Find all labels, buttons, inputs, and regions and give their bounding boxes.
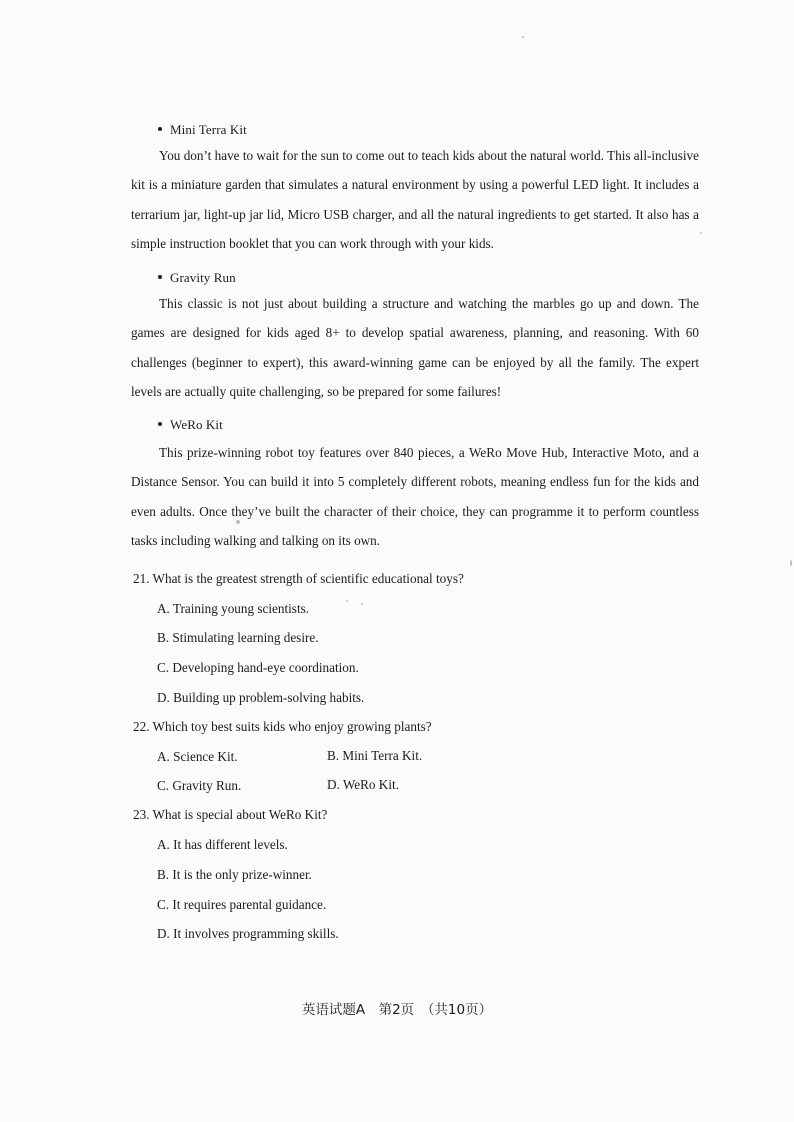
- section-heading-wero-kit: WeRo Kit: [158, 417, 223, 433]
- section-body-gravity-run: This classic is not just about building a structure and watching the marbles go up and down. The games are designed for kids aged 8+ to develop spatial awareness, planning, and reasoning. With 60 challenges (beginner to expert), this award-winning game can be enjoyed by all the family. The expert levels are actually quite challenging, so be prepared for some failures!: [131, 296, 699, 400]
- scan-speck: [236, 520, 240, 524]
- question-22-option-c: C. Gravity Run.: [157, 778, 242, 793]
- bullet-icon: [158, 127, 162, 131]
- question-23-option-d: D. It involves programming skills.: [157, 926, 339, 941]
- scan-speck: [361, 603, 363, 605]
- section-body-mini-terra-kit: You don’t have to wait for the sun to come out to teach kids about the natural world. This all-inclusive kit is a miniature garden that simulates a natural environment by using a powerful LED light. It includes a terrarium jar, light-up jar lid, Micro USB charger, and all the natural ingredients to get started. It also has a simple instruction booklet that you can work through with your kids.: [131, 148, 699, 252]
- scan-speck: [346, 600, 348, 602]
- bullet-icon: [158, 422, 162, 426]
- question-23-stem: 23. What is special about WeRo Kit?: [133, 807, 328, 822]
- question-23-option-a: A. It has different levels.: [157, 837, 288, 852]
- section-body-wero-kit: This prize-winning robot toy features over 840 pieces, a WeRo Move Hub, Interactive Moto, and a Distance Sensor. You can build it into 5 completely different robots, meaning endless fun for the kids and even adults. Once they’ve built the character of their choice, they can programme it to perform countless tasks including walking and talking on its own.: [131, 445, 699, 549]
- question-21-stem: 21. What is the greatest strength of scientific educational toys?: [133, 571, 464, 586]
- question-21-option-a: A. Training young scientists.: [157, 601, 310, 616]
- question-22-option-d: D. WeRo Kit.: [327, 777, 399, 792]
- question-23-option-c: C. It requires parental guidance.: [157, 897, 327, 912]
- question-21-option-c: C. Developing hand-eye coordination.: [157, 660, 359, 675]
- scan-speck: [522, 36, 524, 38]
- question-21-option-d: D. Building up problem-solving habits.: [157, 690, 365, 705]
- question-23-option-b: B. It is the only prize-winner.: [157, 867, 312, 882]
- scan-speck: [790, 560, 792, 566]
- page-footer: 英语试题A 第2页 （共10页）: [301, 1002, 493, 1018]
- section-heading-gravity-run: Gravity Run: [158, 270, 236, 286]
- section-heading-mini-terra-kit: Mini Terra Kit: [158, 122, 247, 138]
- scan-speck: [700, 232, 702, 234]
- question-22-option-a: A. Science Kit.: [157, 749, 238, 764]
- question-22-option-b: B. Mini Terra Kit.: [327, 748, 423, 763]
- question-21-option-b: B. Stimulating learning desire.: [157, 630, 319, 645]
- bullet-icon: [158, 275, 162, 279]
- question-22-stem: 22. Which toy best suits kids who enjoy growing plants?: [133, 719, 432, 734]
